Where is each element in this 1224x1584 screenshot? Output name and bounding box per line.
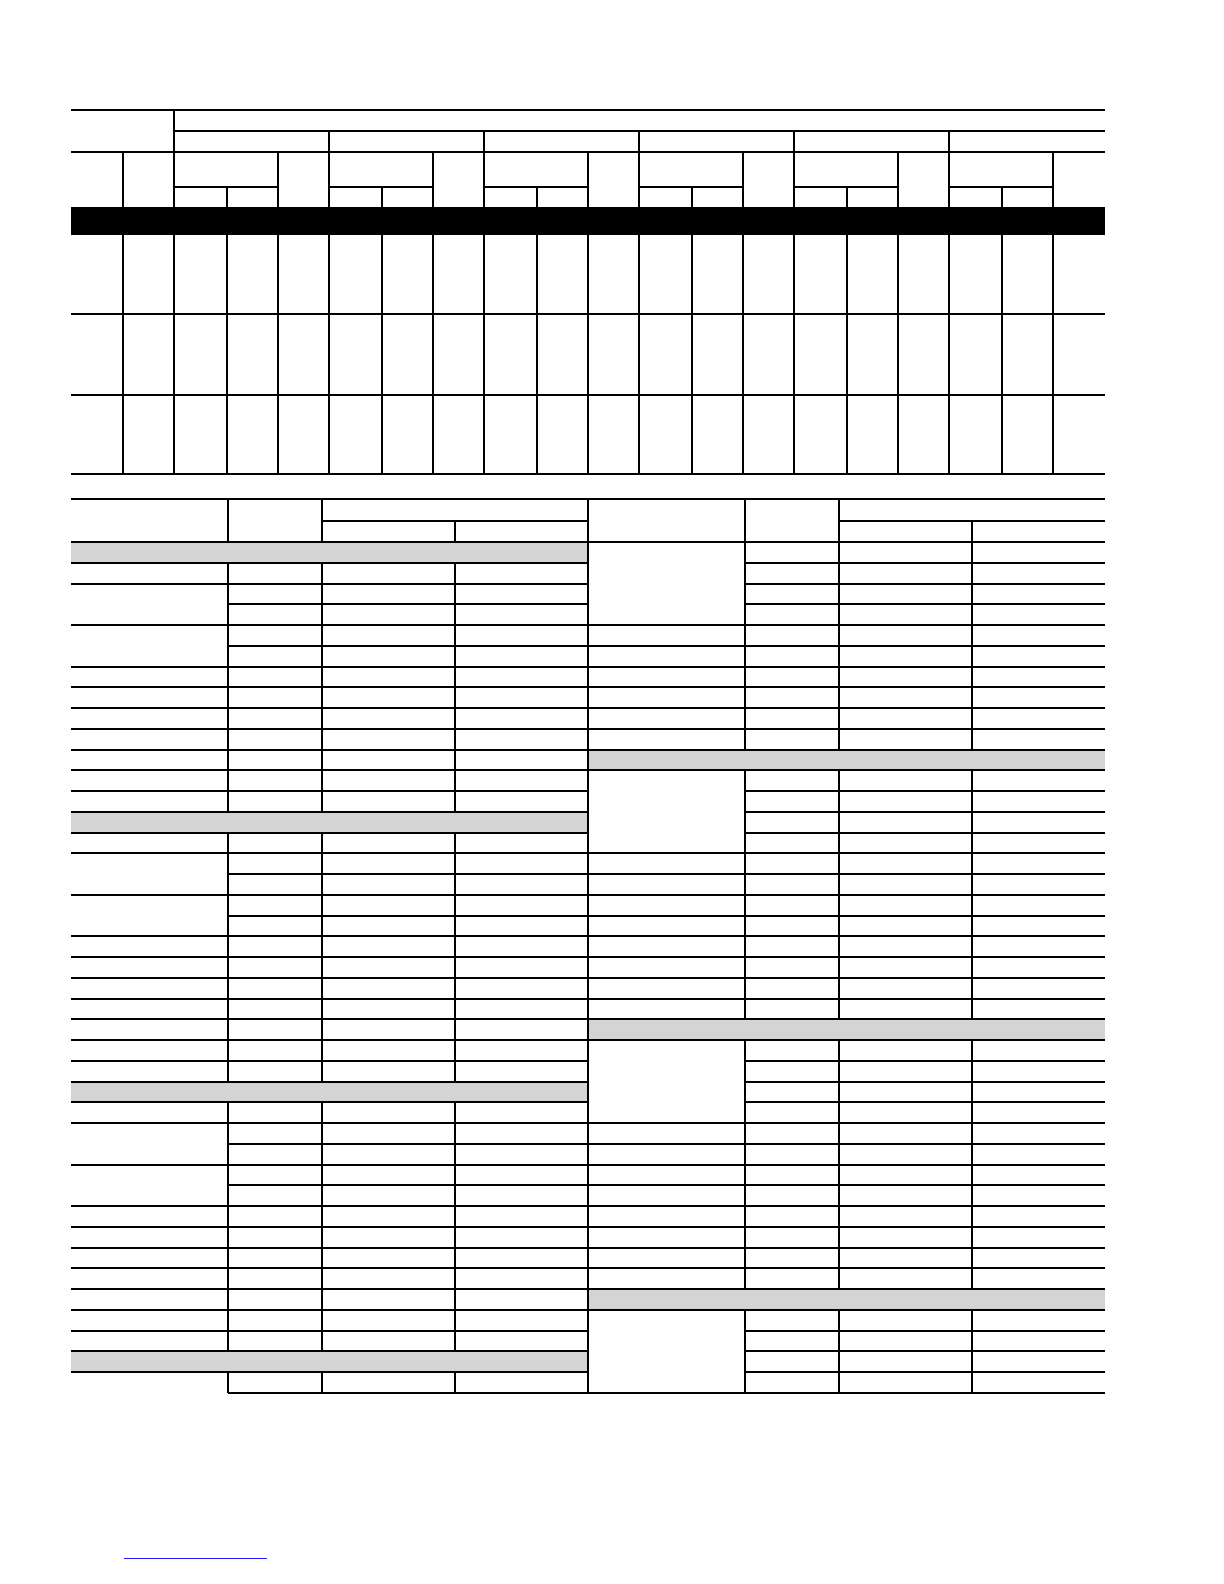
top-table-rule <box>122 151 124 209</box>
table-rule <box>588 749 1105 751</box>
table-rule <box>71 1267 588 1269</box>
table-rule <box>838 499 840 542</box>
section-header-band <box>71 812 588 833</box>
table-rule <box>745 832 1105 834</box>
table-rule <box>588 1143 1105 1145</box>
table-rule <box>71 1226 588 1228</box>
table-rule <box>588 1247 1105 1249</box>
table-rule <box>227 563 229 812</box>
top-table-header-bar <box>71 207 1105 235</box>
top-table-rule <box>638 151 640 209</box>
table-rule <box>228 603 588 605</box>
table-rule <box>838 1040 840 1289</box>
table-rule <box>71 769 588 771</box>
top-table-rule <box>381 186 383 209</box>
section-header-band <box>71 1351 588 1372</box>
table-rule <box>228 645 588 647</box>
top-table-rule <box>328 151 330 209</box>
top-table-rule <box>846 235 848 475</box>
top-table-rule <box>587 151 589 209</box>
top-table-rule <box>793 130 795 153</box>
top-table-rule <box>1001 235 1003 475</box>
table-rule <box>588 956 1105 958</box>
top-table-rule <box>226 186 228 209</box>
table-rule <box>971 1040 973 1289</box>
table-rule <box>745 562 1105 564</box>
top-table-rule <box>793 235 795 475</box>
top-table-rule <box>1052 235 1054 475</box>
top-table-rule <box>1052 151 1054 209</box>
table-rule <box>588 935 1105 937</box>
table-rule <box>71 728 588 730</box>
table-rule <box>588 1184 1105 1186</box>
table-rule <box>588 998 1105 1000</box>
table-rule <box>71 1164 588 1166</box>
table-rule <box>588 624 1105 626</box>
table-rule <box>71 1330 588 1332</box>
table-rule <box>71 1018 588 1020</box>
top-table-rule <box>897 151 899 209</box>
table-rule <box>745 1060 1105 1062</box>
table-rule <box>745 1330 1105 1332</box>
table-rule <box>321 563 323 812</box>
table-rule <box>587 542 589 1393</box>
top-table-rule <box>432 235 434 475</box>
table-rule <box>227 1372 229 1393</box>
table-rule <box>228 1143 588 1145</box>
top-table-rule <box>328 235 330 475</box>
top-table-rule <box>173 109 175 153</box>
table-rule <box>454 1372 456 1393</box>
table-rule <box>588 1309 1105 1311</box>
top-table-rule <box>691 186 693 209</box>
table-rule <box>745 1371 1105 1373</box>
section-header-band <box>588 750 1105 770</box>
top-table-rule <box>742 235 744 475</box>
table-rule <box>228 1392 588 1394</box>
table-rule <box>71 707 588 709</box>
table-rule <box>71 977 588 979</box>
top-table-rule <box>638 130 640 153</box>
table-rule <box>71 686 588 688</box>
table-rule <box>321 833 323 1082</box>
table-rule <box>588 1018 1105 1020</box>
table-rule <box>744 1310 746 1393</box>
top-table-rule <box>122 235 124 475</box>
table-rule <box>71 852 588 854</box>
table-rule <box>71 1205 588 1207</box>
table-rule <box>745 583 1105 585</box>
table-rule <box>588 1122 1105 1124</box>
table-rule <box>227 1102 229 1351</box>
table-rule <box>588 1039 1105 1041</box>
table-rule <box>588 666 1105 668</box>
table-rule <box>588 915 1105 917</box>
top-table-rule <box>277 151 279 209</box>
section-header-band <box>71 1082 588 1102</box>
table-rule <box>744 1040 746 1289</box>
table-rule <box>588 1392 1105 1394</box>
table-rule <box>587 499 589 542</box>
table-rule <box>588 707 1105 709</box>
table-rule <box>744 770 746 1019</box>
table-rule <box>71 998 588 1000</box>
top-table-rule <box>174 109 1105 111</box>
table-rule <box>745 603 1105 605</box>
top-table-rule <box>483 235 485 475</box>
footer-link-underline[interactable] <box>124 1558 267 1559</box>
table-rule <box>71 1371 588 1373</box>
top-table-rule <box>483 151 485 209</box>
table-rule <box>71 811 588 813</box>
table-rule <box>744 542 746 750</box>
table-rule <box>745 1350 1105 1352</box>
table-rule <box>454 833 456 1082</box>
table-rule <box>321 1372 323 1393</box>
table-rule <box>71 1039 588 1041</box>
table-rule <box>71 1122 588 1124</box>
table-rule <box>971 521 973 542</box>
top-table-rule <box>483 130 485 153</box>
top-table-rule <box>432 151 434 209</box>
table-rule <box>71 583 588 585</box>
table-rule <box>228 915 588 917</box>
table-rule <box>71 749 588 751</box>
top-table-rule <box>71 109 175 111</box>
table-rule <box>321 499 323 542</box>
top-table-rule <box>173 151 175 209</box>
table-rule <box>71 935 588 937</box>
table-rule <box>228 873 588 875</box>
table-rule <box>744 499 746 542</box>
top-table-rule <box>277 235 279 475</box>
table-rule <box>71 790 588 792</box>
table-rule <box>588 852 1105 854</box>
table-rule <box>71 1247 588 1249</box>
table-rule <box>971 770 973 1019</box>
table-rule <box>227 499 229 542</box>
table-rule <box>71 894 588 896</box>
table-rule <box>588 1226 1105 1228</box>
table-rule <box>745 1101 1105 1103</box>
top-table-rule <box>173 235 175 475</box>
table-rule <box>588 769 1105 771</box>
top-table-rule <box>638 235 640 475</box>
top-table-rule <box>691 235 693 475</box>
table-rule <box>228 1184 588 1186</box>
table-rule <box>971 1310 973 1393</box>
top-table-rule <box>328 130 330 153</box>
table-rule <box>971 542 973 750</box>
table-rule <box>588 1205 1105 1207</box>
table-rule <box>588 977 1105 979</box>
table-rule <box>71 956 588 958</box>
table-rule <box>71 1101 588 1103</box>
table-rule <box>71 832 588 834</box>
top-table-rule <box>948 130 950 153</box>
table-rule <box>71 624 588 626</box>
section-header-band <box>588 1289 1105 1310</box>
table-rule <box>227 833 229 1082</box>
table-rule <box>588 1288 1105 1290</box>
table-rule <box>745 790 1105 792</box>
top-table-rule <box>948 151 950 209</box>
top-table-rule <box>793 151 795 209</box>
top-table-rule <box>1001 186 1003 209</box>
table-rule <box>745 1081 1105 1083</box>
table-rule <box>71 1288 588 1290</box>
table-rule <box>71 562 588 564</box>
table-rule <box>838 542 840 750</box>
top-table-rule <box>948 235 950 475</box>
table-rule <box>71 666 588 668</box>
table-rule <box>588 686 1105 688</box>
section-header-band <box>588 1019 1105 1040</box>
table-rule <box>321 1102 323 1351</box>
table-rule <box>71 1350 588 1352</box>
table-rule <box>588 1267 1105 1269</box>
top-table-rule <box>897 235 899 475</box>
top-table-rule <box>846 186 848 209</box>
top-table-rule <box>536 235 538 475</box>
table-rule <box>454 1102 456 1351</box>
table-rule <box>71 1309 588 1311</box>
top-table-rule <box>742 151 744 209</box>
top-table-rule <box>587 235 589 475</box>
table-rule <box>588 1164 1105 1166</box>
section-header-band <box>71 542 588 563</box>
table-rule <box>838 770 840 1019</box>
table-rule <box>454 563 456 812</box>
table-rule <box>745 811 1105 813</box>
table-rule <box>588 728 1105 730</box>
table-rule <box>71 1060 588 1062</box>
top-table-rule <box>381 235 383 475</box>
top-table-rule <box>536 186 538 209</box>
table-rule <box>588 873 1105 875</box>
table-rule <box>838 1310 840 1393</box>
table-rule <box>588 645 1105 647</box>
table-rule <box>588 894 1105 896</box>
table-rule <box>71 1081 588 1083</box>
top-table-rule <box>226 235 228 475</box>
table-rule <box>454 521 456 542</box>
